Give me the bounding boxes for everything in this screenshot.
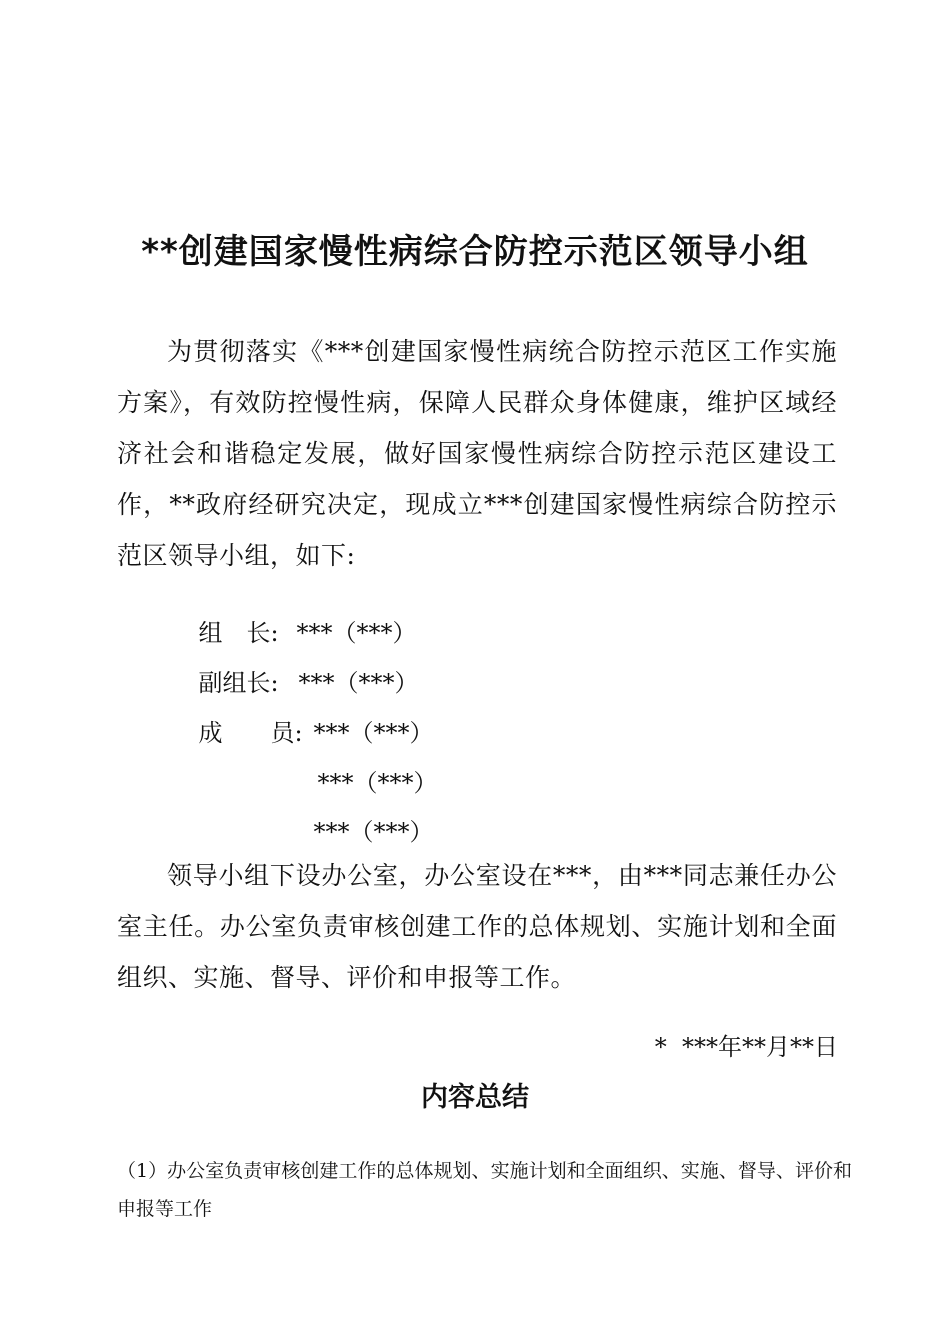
document-title: **创建国家慢性病综合防控示范区领导小组 bbox=[141, 232, 809, 272]
member-value: ***（***） bbox=[313, 719, 434, 747]
deputy-leader-label: 副组长: bbox=[198, 669, 279, 697]
leader-value: ***（***） bbox=[296, 619, 417, 647]
member-value: ***（***） bbox=[313, 818, 434, 846]
summary-heading: 内容总结 bbox=[421, 1082, 529, 1113]
member-label: 成 员: bbox=[198, 719, 303, 747]
office-paragraph: 领导小组下设办公室，办公室设在***，由***同志兼任办公室主任。办公室负责审核创建工作的总体规划、实施计划和全面组织、实施、督导、评价和申报等工作。 bbox=[117, 861, 837, 992]
intro-paragraph: 为贯彻落实《***创建国家慢性病统合防控示范区工作实施方案》，有效防控慢性病，保障人民群众身体健康，维护区域经济社会和谐稳定发展，做好国家慢性病综合防控示范区建设工作，**政府经研究决定，现成立***创建国家慢性病综合防控示范区领导小组，如下: bbox=[117, 337, 837, 570]
summary-item: （1）办公室负责审核创建工作的总体规划、实施计划和全面组织、实施、督导、评价和申报等工作 bbox=[117, 1160, 852, 1220]
document-date: * ***年**月**日 bbox=[654, 1033, 838, 1061]
deputy-leader-value: ***（***） bbox=[298, 669, 419, 697]
member-value: ***（***） bbox=[317, 769, 438, 797]
leader-label: 组 长: bbox=[198, 619, 279, 647]
